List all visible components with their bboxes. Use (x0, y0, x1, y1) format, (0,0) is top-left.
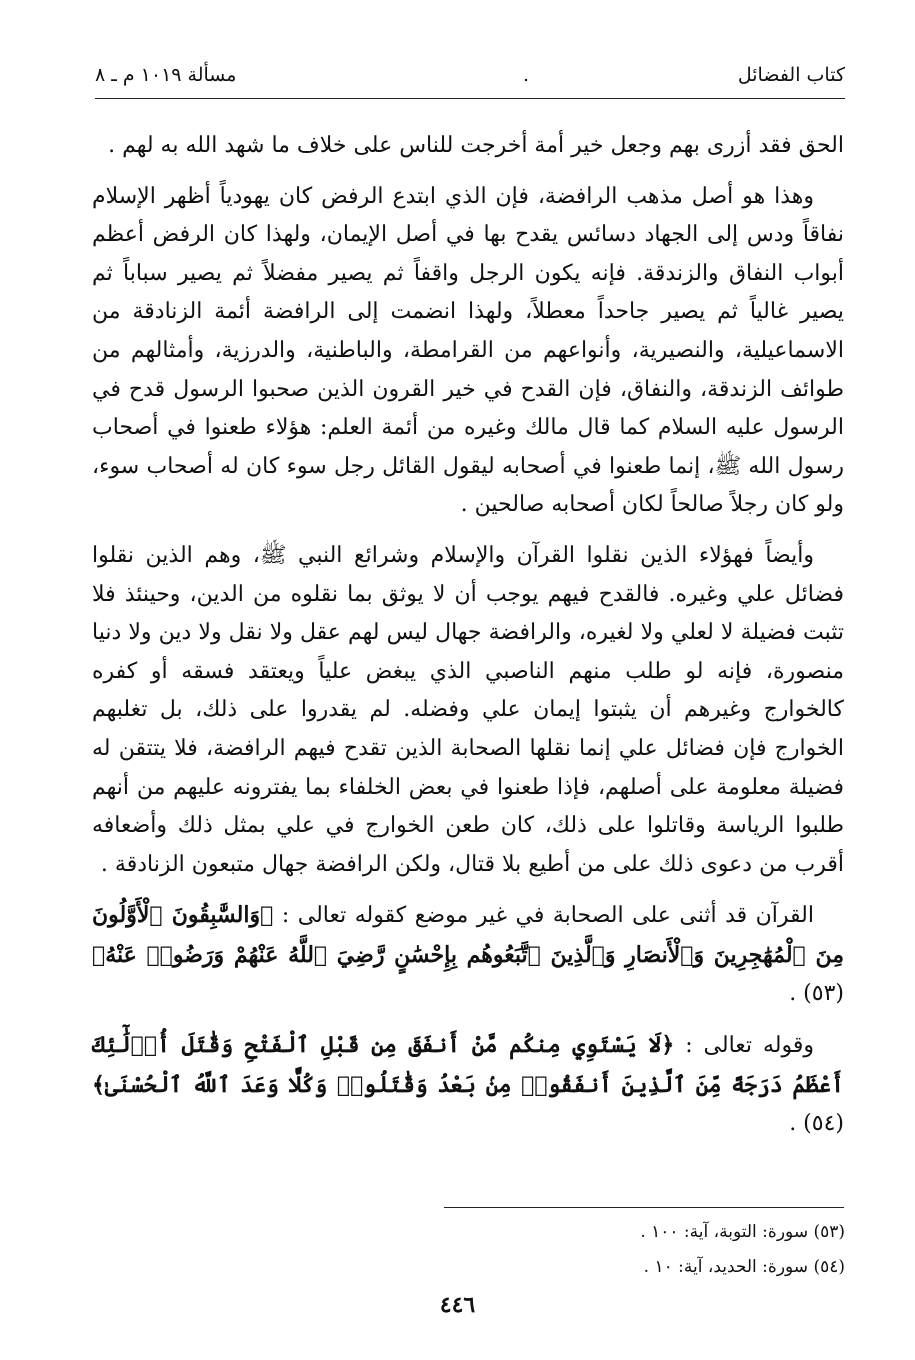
header-divider (95, 98, 845, 99)
footnote-ref-53: (٥٣) . (789, 981, 844, 1007)
paragraph-3: وأيضاً فهؤلاء الذين نقلوا القرآن والإسلام وشرائع النبي ﷺ، وهم الذين نقلوا فضائل علي وغيره. فالقدح فيهم يوجب أن لا يوثق بما نقلوه من الدين، وحينئذ فلا تثبت فضيلة لا لعلي ولا لغيره، والرافضة جهال ليس لهم عقل ولا نقل ولا دين ولا دنيا منصورة، فإنه لو طلب منهم الناصبي الذي يبغض علياً ويعتقد فسقه أو كفره كالخوارج وغيرهم أن يثبتوا إيمان علي وفضله. لم يقدروا على ذلك، بل تغلبهم الخوارج فإن فضائل علي إنما نقلها الصحابة الذين تقدح فيهم الرافضة، فلا يتتقن له فضيلة معلومة على أصلهم، فإذا طعنوا في بعض الخلفاء بما يفترونه عليهم من أنهم طلبوا الرياسة وقاتلوا على ذلك، كان طعن الخوارج في علي بمثل ذلك وأضعافه أقرب من دعوى ذلك على من أطيع بلا قتال، ولكن الرافضة جهال متبعون الزنادقة . (92, 542, 844, 877)
footnotes (200, 1215, 845, 1285)
paragraph-quran-2 (92, 1026, 844, 1144)
main-text (92, 127, 844, 1156)
page-number: ٤٤٦ (439, 1292, 476, 1318)
running-header (95, 58, 845, 92)
footnote-divider (444, 1207, 844, 1208)
header-dot: . (523, 64, 530, 86)
header-issue-number: مسألة ١٠١٩ م ـ ٨ (95, 64, 237, 86)
quran-intro-1: القرآن قد أثنى على الصحابة في غير موضع كقوله تعالى : (281, 903, 814, 929)
footnote-54: (٥٤) سورة: الحديد، آية: ١٠ . (643, 1257, 845, 1277)
quran-verse-2: ﴿لَا يَسْتَوِي مِنكُم مَّنْ أَنفَقَ مِن قَبْلِ ٱلْفَتْحِ وَقَٰتَلَ أُو۟لَٰٓئِكَ أَعْظَمُ دَرَجَةً مِّنَ ٱلَّذِينَ أَنفَقُوا۟ مِنۢ بَعْدُ وَقَٰتَلُوا۟ وَكُلًّا وَعَدَ ٱللَّهُ ٱلْحُسْنَىٰ﴾ (92, 1032, 844, 1098)
footnote-ref-54: (٥٤) . (789, 1111, 844, 1137)
paragraph-2: وهذا هو أصل مذهب الرافضة، فإن الذي ابتدع الرفض كان يهودياً أظهر الإسلام نفاقاً ودس إلى الجهاد دسائس يقدح بها في أصل الإيمان، ولهذا كان الرفض أعظم أبواب النفاق والزندقة. فإنه يكون الرجل واقفاً ثم يصير مفضلاً ثم يصير سباباً ثم يصير غالياً ثم يصير جاحداً معطلاً، ولهذا انضمت إلى الرافضة أئمة الزنادقة من الاسماعيلية، والنصيرية، وأنواعهم من القرامطة، والباطنية، والدرزية، وأمثالهم من طوائف الزندقة، والنفاق، فإن القدح في خير القرون الذين صحبوا الرسول قدح في الرسول عليه السلام كما قال مالك وغيره من أئمة العلم: هؤلاء طعنوا في أصحاب رسول الله ﷺ، إنما طعنوا في أصحابه ليقول القائل رجل سوء كان له أصحاب سوء، ولو كان رجلاً صالحاً لكان أصحابه صالحين . (92, 183, 844, 518)
header-book-title: كتاب الفضائل (737, 64, 845, 86)
quran-intro-2: وقوله تعالى : (685, 1033, 815, 1059)
paragraph-1: الحق فقد أزرى بهم وجعل خير أمة أخرجت للناس على خلاف ما شهد الله به لهم . (108, 133, 844, 158)
paragraph-quran-1 (92, 896, 844, 1014)
footnote-53: (٥٣) سورة: التوبة، آية: ١٠٠ . (640, 1222, 845, 1242)
quran-verse-1: ﴿وَالسَّٰبِقُونَ ٱلْأَوَّلُونَ مِنَ ٱلْمُهَٰجِرِينَ وَٱلْأَنصَارِ وَٱلَّذِينَ ٱتَّبَعُوهُم بِإِحْسَٰنٍ رَّضِيَ ٱللَّهُ عَنْهُمْ وَرَضُوا۟ عَنْهُ﴾ (92, 902, 844, 968)
